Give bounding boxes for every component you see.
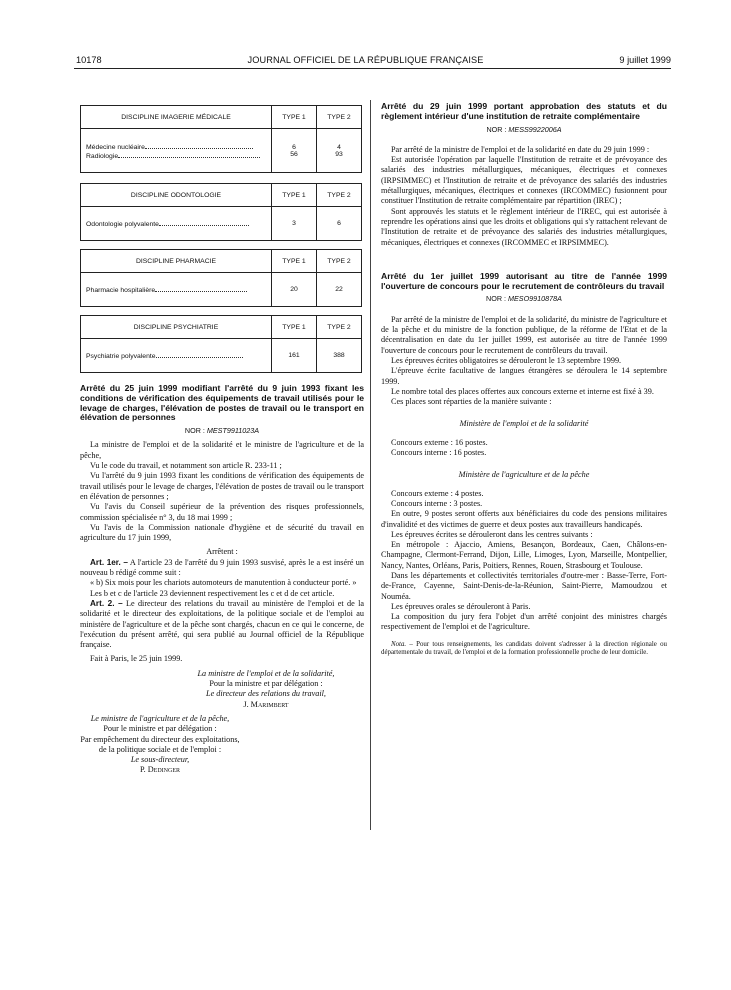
table-row-label: Pharmacie hospitalière	[86, 285, 247, 294]
type2-header: TYPE 2	[316, 250, 361, 272]
paragraph: En outre, 9 postes seront offerts aux bénéficiaires du code des pensions militaires d'invalidité et des victimes de guerre et deux postes aux travailleurs handicapés.	[381, 509, 667, 529]
table-cell: 22	[335, 286, 343, 293]
paragraph: L'épreuve écrite facultative de langues étrangères se déroulera le 14 septembre 1999.	[381, 366, 667, 386]
nor-reference: NOR : MEST9911023A	[184, 426, 260, 436]
article-2: Art. 2. – Le directeur des relations du travail au ministère de l'emploi et de la solidarité et le directeur des exploitations, de la politique sociale et de l'emploi au ministère de l'agriculture et de la pêche sont chargés, chacun en ce qui le concerne, de l'exécution du présent arrêté, qui sera publié au Journal officiel de la République française.	[80, 598, 364, 650]
table-imagerie	[80, 105, 362, 173]
paragraph: Ces places sont réparties de la manière suivante :	[391, 397, 552, 407]
table-cell: 6	[337, 220, 341, 227]
arretent: Arrêtent :	[206, 547, 238, 557]
page-header	[0, 55, 731, 69]
journal-title: JOURNAL OFFICIEL DE LA RÉPUBLIQUE FRANÇAISE	[247, 55, 484, 65]
table-discipline: DISCIPLINE PHARMACIE	[135, 257, 217, 265]
table-odontologie	[80, 183, 362, 241]
left-column	[80, 384, 364, 776]
paragraph: En métropole : Ajaccio, Amiens, Besançon, Bordeaux, Caen, Châlons-en-Champagne, Clermont-Ferrand, Dijon, Lille, Limoges, Lyon, Marseille, Montpellier, Nancy, Nantes, Orléans, Paris, Poitiers, Rennes, Rouen, Strasbourg et Toulouse.	[381, 540, 667, 570]
paragraph: La ministre de l'emploi et de la solidarité et le ministre de l'agriculture et de la pêche,	[80, 440, 364, 460]
table-psychiatrie	[80, 315, 362, 373]
post-count: Concours interne : 3 postes.	[391, 498, 483, 508]
decree-title: Arrêté du 1er juillet 1999 autorisant au titre de l'année 1999 l'ouverture de concours pour le recrutement de contrôleurs du travail	[381, 270, 667, 291]
paragraph: Est autorisée l'opération par laquelle l'Institution de retraite et de prévoyance des salariés des industries métallurgiques, mécaniques, électriques et connexes (IRPSIMMEC) et l'Institution de retraite et de prévoyance des salariés des industries métallurgiques, mécaniques, électriques et connexes (IRCOMMEC) fusionnent pour constituer l'Institution de retraite complémentaire par répartition (IREC) ;	[381, 155, 667, 206]
post-count: Concours interne : 16 postes.	[391, 448, 487, 458]
paragraph: Vu le code du travail, et notamment son article R. 233-11 ;	[90, 461, 282, 471]
table-discipline: DISCIPLINE ODONTOLOGIE	[130, 191, 222, 199]
nor-reference: NOR : MESS9922006A	[486, 124, 562, 134]
type2-header: TYPE 2	[316, 184, 361, 206]
signature-block-2: Le ministre de l'agriculture et de la pêche, Pour le ministre et par délégation : Par empêchement du directeur des exploitations, de la politique sociale et de l'emploi : Le sous-directeur, P. Dedinger	[80, 713, 240, 775]
paragraph: Sont approuvés les statuts et le règlement intérieur de l'IREC, qui est autorisée à reprendre les opérations ainsi que les droits et obligations qui s'y rattachent relevant de l'Institution de retraite et de prévoyance des salariés des industries métallurgiques, mécaniques, électriques et connexes (IRCOMMEC et IRPSIMMEC).	[381, 206, 667, 247]
paragraph: Par arrêté de la ministre de l'emploi et de la solidarité, du ministre de l'agriculture et de la pêche et du ministre de la fonction publique, de la réforme de l'Etat et de la décentralisation en date du 1er juillet 1999, est autorisée au titre de l'année 1999 l'ouverture de concours pour le recrutement de contrôleurs du travail.	[381, 314, 667, 355]
type1-header: TYPE 1	[271, 316, 316, 338]
signature-block-1: La ministre de l'emploi et de la solidarité, Pour la ministre et par délégation : Le directeur des relations du travail, J. Marimbert	[197, 668, 335, 709]
paragraph: Vu l'avis du Conseil supérieur de la prévention des risques professionnels, commission spécialisée n° 3, du 18 mai 1999 ;	[80, 502, 364, 522]
table-cell: 4	[337, 143, 341, 151]
table-cell: 93	[335, 150, 343, 158]
table-cell: 3	[292, 220, 296, 227]
signature-date: Fait à Paris, le 25 juin 1999.	[90, 654, 183, 664]
table-row-label: Psychiatrie polyvalente	[86, 351, 243, 360]
table-cell: 6	[292, 143, 296, 151]
issue-date: 9 juillet 1999	[619, 55, 671, 65]
table-cell: 20	[290, 286, 298, 293]
paragraph: Dans les départements et collectivités territoriales d'outre-mer : Basse-Terre, Fort-de-France, Cayenne, Saint-Denis-de-la-Réunion, Saint-Pierre, Mamoudzou et Nouméa.	[381, 570, 667, 601]
table-row-label: Odontologie polyvalente	[86, 219, 249, 228]
table-discipline: DISCIPLINE PSYCHIATRIE	[133, 323, 219, 331]
type1-header: TYPE 1	[271, 250, 316, 272]
header-rule	[74, 68, 671, 69]
table-row-label: Médecine nucléaire	[86, 142, 260, 151]
ministry-heading: Ministère de l'emploi et de la solidarité	[459, 419, 589, 429]
table-row-label: Radiologie	[86, 151, 260, 160]
paragraph: Vu l'arrêté du 9 juin 1993 fixant les conditions de vérification des équipements de travail utilisés pour le levage de charges, l'élévation de postes de travail ou le transport en élévation de personnes ;	[80, 471, 364, 501]
decree-title: Arrêté du 25 juin 1999 modifiant l'arrêté du 9 juin 1993 fixant les conditions de vérification des équipements de travail utilisés pour le levage de charges, l'élévation de postes de travail ou le transport en élévation de personnes	[80, 383, 364, 423]
type2-header: TYPE 2	[316, 106, 361, 128]
type1-header: TYPE 1	[271, 106, 316, 128]
paragraph: Par arrêté de la ministre de l'emploi et de la solidarité en date du 29 juin 1999 :	[391, 144, 650, 154]
article-1-quote: « b) Six mois pour les chariots automoteurs de manutention à conducteur porté. »	[90, 578, 357, 588]
paragraph: La composition du jury fera l'objet d'un arrêté conjoint des ministres chargés respectivement de l'emploi et de l'agriculture.	[381, 612, 667, 632]
decree-title: Arrêté du 29 juin 1999 portant approbation des statuts et du règlement intérieur d'une institution de retraite complémentaire	[381, 101, 667, 121]
type1-header: TYPE 1	[271, 184, 316, 206]
right-column	[381, 102, 667, 658]
table-cell: 161	[288, 352, 300, 359]
post-count: Concours externe : 16 postes.	[391, 437, 488, 447]
table-cell: 388	[333, 352, 345, 359]
footnote: Nota. – Pour tous renseignements, les candidats doivent s'adresser à la direction régionale ou départementale du travail, de l'emploi et de la formation professionnelle proche de leur domicile.	[381, 640, 667, 657]
page-number: 10178	[76, 55, 102, 65]
ministry-heading: Ministère de l'agriculture et de la pêche	[458, 470, 590, 480]
type2-header: TYPE 2	[316, 316, 361, 338]
paragraph: Les épreuves écrites obligatoires se dérouleront le 13 septembre 1999.	[391, 355, 622, 365]
table-pharmacie	[80, 249, 362, 307]
paragraph: Vu l'avis de la Commission nationale d'hygiène et de sécurité du travail en agriculture du 17 juin 1999,	[80, 522, 364, 543]
article-1-b: Les b et c de l'article 23 deviennent respectivement les c et d de cet article.	[90, 588, 335, 598]
post-count: Concours externe : 4 postes.	[391, 488, 484, 498]
paragraph: Les épreuves orales se dérouleront à Paris.	[391, 601, 531, 611]
article-1: Art. 1er. – A l'article 23 de l'arrêté du 9 juin 1993 susvisé, après le a est inséré un nouveau b rédigé comme suit :	[80, 557, 364, 578]
nor-reference: NOR : MESO9910878A	[486, 294, 562, 304]
paragraph: Le nombre total des places offertes aux concours externe et interne est fixé à 39.	[391, 386, 654, 396]
table-discipline: DISCIPLINE IMAGERIE MÉDICALE	[121, 113, 231, 121]
table-cell: 56	[290, 150, 298, 158]
paragraph: Les épreuves écrites se dérouleront dans les centres suivants :	[391, 529, 593, 539]
column-divider	[370, 100, 371, 830]
